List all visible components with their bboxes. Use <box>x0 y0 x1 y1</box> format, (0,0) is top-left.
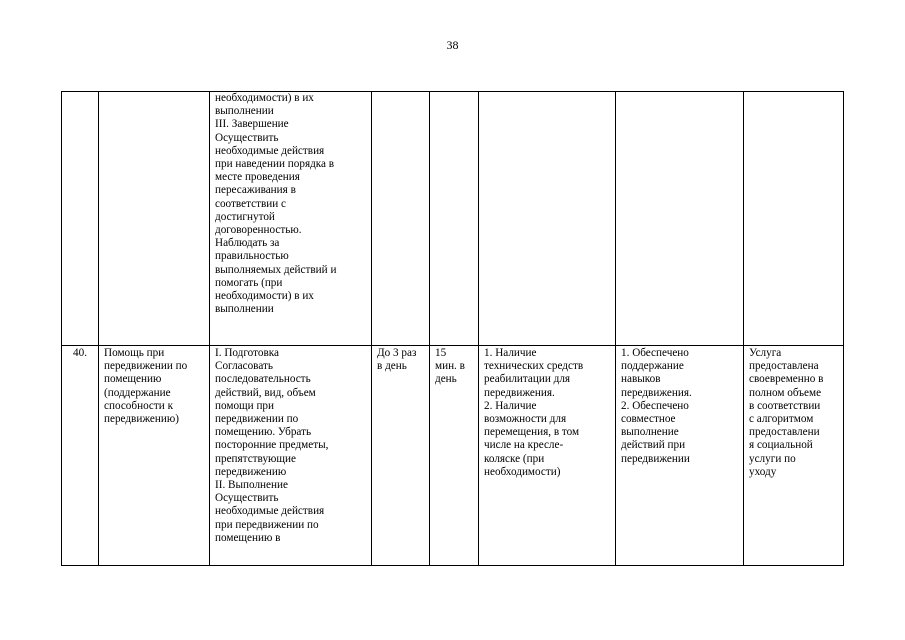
table-row <box>62 92 844 346</box>
cell-number <box>62 92 99 346</box>
cell-content: необходимости) в их выполнении III. Завершение Осуществить необходимые действия при наведении порядка в месте проведения пересаживания в соответствии с достигнутой договоренностью. Наблюдать за правильностью выполняемых действий и помогать (при необходимости) в их выполнении <box>210 92 372 346</box>
cell-content: I. Подготовка Согласовать последовательность действий, вид, объем помощи при передвижении по помещению. Убрать посторонние предметы, препятствующие передвижению II. Выполнение Осуществить необходимые действия при передвижении по помещению в <box>210 346 372 566</box>
cell-conditions: 1. Наличие технических средств реабилитации для передвижения. 2. Наличие возможности для перемещения, в том числе на кресле- коляске (при необходимости) <box>479 346 616 566</box>
cell-duration <box>430 92 479 346</box>
cell-evaluation <box>744 92 844 346</box>
cell-conditions <box>479 92 616 346</box>
cell-indicators <box>616 92 744 346</box>
cell-evaluation: Услуга предоставлена своевременно в полном объеме в соответствии с алгоритмом предоставлени я социальной услуги по уходу <box>744 346 844 566</box>
table-row <box>62 346 844 566</box>
cell-indicators: 1. Обеспечено поддержание навыков передвижения. 2. Обеспечено совместное выполнение действий при передвижении <box>616 346 744 566</box>
services-table <box>61 91 844 566</box>
cell-number: 40. <box>62 346 99 566</box>
cell-service: Помощь при передвижении по помещению (поддержание способности к передвижению) <box>99 346 210 566</box>
page-number: 38 <box>446 38 459 52</box>
cell-duration: 15 мин. в день <box>430 346 479 566</box>
cell-service <box>99 92 210 346</box>
cell-frequency: До 3 раз в день <box>372 346 430 566</box>
cell-frequency <box>372 92 430 346</box>
